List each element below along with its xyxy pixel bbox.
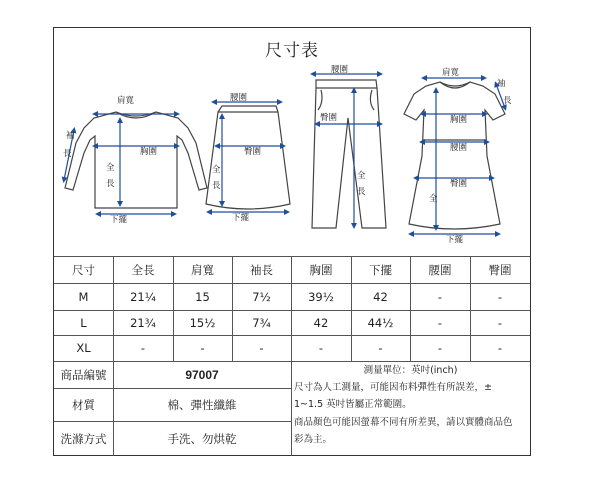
table-header-hem: 下擺 <box>369 262 392 277</box>
tshirt-sleeve-label-1: 袖 <box>66 131 75 141</box>
dress-sleeve-label-1: 袖 <box>497 79 506 89</box>
table-cell: - <box>497 289 503 304</box>
table-header-sleeve: 袖長 <box>250 262 273 277</box>
product-code-value: 97007 <box>185 367 219 382</box>
table-cell: 7½ <box>252 289 271 304</box>
dress-shoulder-label: 肩寬 <box>442 68 460 78</box>
table-header-shoulder: 肩寬 <box>191 262 214 277</box>
wash-label: 洗滌方式 <box>60 431 107 446</box>
dress-diagram <box>404 82 505 229</box>
product-code-label: 商品編號 <box>60 367 107 382</box>
table-header-hip: 臀圍 <box>488 262 512 277</box>
table-cell: 42 <box>313 315 329 330</box>
pants-waist-label: 腰圍 <box>331 65 349 75</box>
skirt-length-label-2: 長 <box>212 181 221 191</box>
table-cell: - <box>437 289 443 304</box>
material-value: 棉、彈性纖維 <box>167 397 237 412</box>
table-cell: - <box>200 341 205 355</box>
table-header-length: 全長 <box>131 262 155 277</box>
size-chart-sheet <box>53 27 531 456</box>
pants-length-label-2: 長 <box>357 187 366 197</box>
tshirt-shoulder-label: 肩寬 <box>117 96 135 106</box>
wash-value: 手洗、勿烘乾 <box>167 431 237 446</box>
tshirt-length-label-2: 長 <box>106 179 115 189</box>
table-cell: - <box>140 341 146 355</box>
pants-diagram <box>312 80 386 228</box>
table-cell-size: M <box>78 289 89 304</box>
dress-sleeve-label-2: 長 <box>503 96 512 106</box>
table-header-waist: 腰圍 <box>428 262 452 277</box>
dress-waist-label: 腰圍 <box>450 143 468 153</box>
table-cell: - <box>259 341 264 355</box>
chart-title: 尺寸表 <box>265 41 319 61</box>
skirt-waist-label: 腰圍 <box>230 93 248 103</box>
measurement-note-line2: 1~1.5 英吋皆屬正常範圍。 <box>294 399 412 410</box>
color-note-line2: 彩為主。 <box>294 434 333 445</box>
tshirt-hem-label: 下擺 <box>110 215 128 225</box>
material-label: 材質 <box>72 397 95 412</box>
dress-length-label: 全 <box>429 194 438 204</box>
dress-chest-label: 胸圍 <box>450 115 468 125</box>
dress-hip-label: 臀圍 <box>450 179 468 189</box>
table-cell-size: XL <box>76 341 91 355</box>
table-cell: 15 <box>195 289 210 304</box>
table-cell: 21¼ <box>130 289 156 304</box>
garment-illustrations <box>54 28 530 256</box>
skirt-length-label-1: 全 <box>212 165 221 175</box>
skirt-hem-label: 下擺 <box>232 213 250 223</box>
table-cell: 21¾ <box>130 315 156 330</box>
table-cell: - <box>497 315 503 330</box>
table-cell: 42 <box>373 289 388 304</box>
tshirt-length-label-1: 全 <box>106 163 115 173</box>
table-cell: - <box>497 341 503 355</box>
unit-note: 測量單位：英吋(inch) <box>363 365 458 376</box>
table-cell: 39½ <box>308 289 334 304</box>
table-cell: - <box>437 315 443 330</box>
table-header-chest: 胸圍 <box>309 262 333 277</box>
pants-hip-label: 臀圍 <box>320 113 338 123</box>
table-cell: 7¾ <box>252 315 271 330</box>
skirt-hip-label: 臀圍 <box>244 147 262 157</box>
table-cell: - <box>378 341 383 355</box>
tshirt-chest-label: 胸圍 <box>140 147 158 157</box>
pants-length-label-1: 全 <box>357 171 366 181</box>
measurement-note-line1: 尺寸為人工測量，可能因布料彈性有所誤差，± <box>294 382 492 393</box>
tshirt-diagram <box>65 112 207 208</box>
table-cell: - <box>437 341 443 355</box>
table-cell: 15½ <box>189 315 216 330</box>
table-cell: - <box>318 341 324 355</box>
skirt-diagram <box>206 106 290 209</box>
color-note-line1: 商品顏色可能因螢幕不同有所差異，請以實體商品色 <box>294 417 513 428</box>
tshirt-sleeve-label-2: 長 <box>63 149 72 159</box>
table-cell: 44½ <box>367 315 394 330</box>
dress-hem-label: 下擺 <box>446 235 464 245</box>
table-header-size: 尺寸 <box>72 262 95 277</box>
table-cell-size: L <box>80 315 87 330</box>
